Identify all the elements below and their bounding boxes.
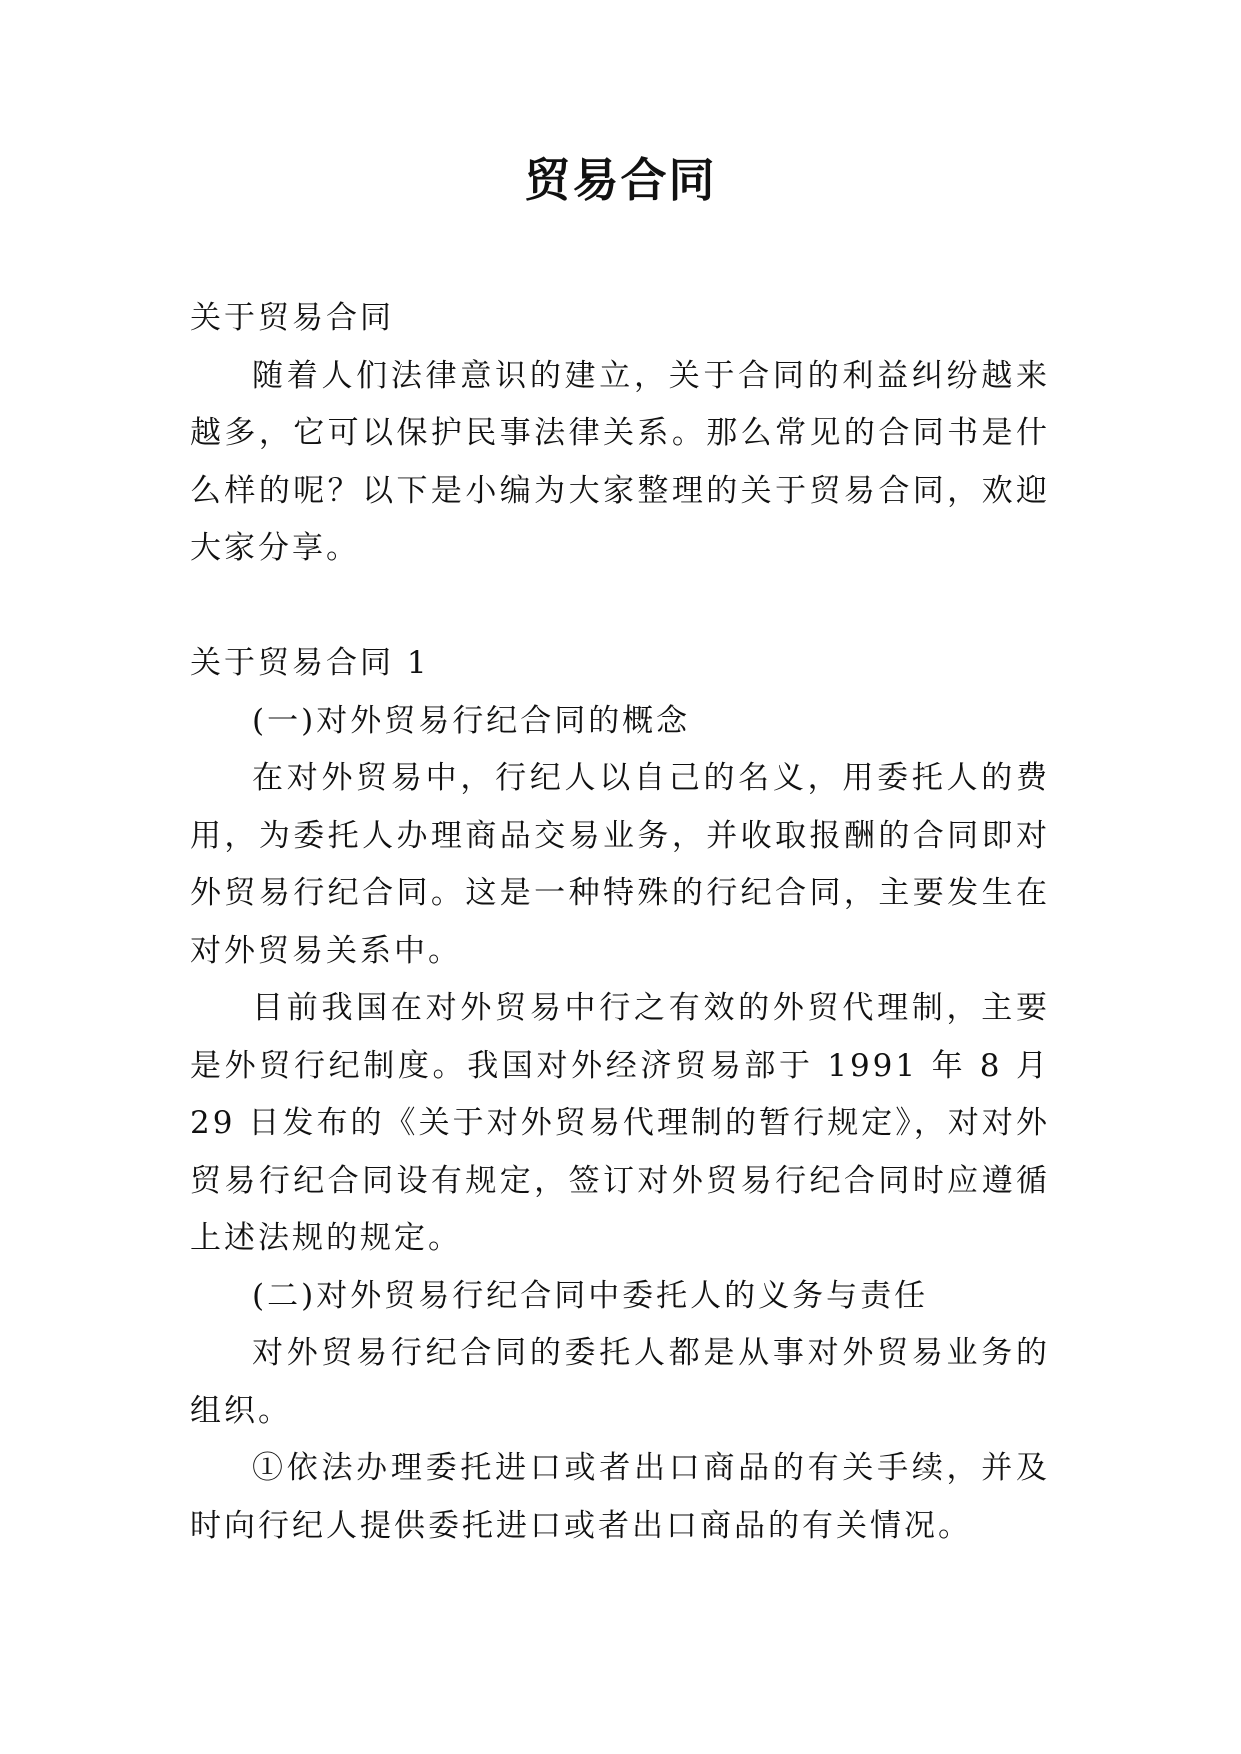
subheading-obligations: (二)对外贸易行纪合同中委托人的义务与责任 [252,1277,929,1314]
section1-heading: 关于贸易合同 1 [190,645,430,681]
paragraph-regulation: 目前我国在对外贸易中行之有效的外贸代理制，主要是外贸行纪制度。我国对外经济贸易部于 1991 年 8 月 29 日发布的《关于对外贸易代理制的暂行规定》，对对外贸易行纪合同设有规定，签订对外贸易行纪合同时应遵循上述法规的规定。 [190,990,1050,1256]
section-spacer [190,578,1050,636]
intro-paragraph: 随着人们法律意识的建立，关于合同的利益纠纷越来越多，它可以保护民事法律关系。那么常见的合同书是什么样的呢？以下是小编为大家整理的关于贸易合同，欢迎大家分享。 [190,357,1050,566]
paragraph-definition: 在对外贸易中，行纪人以自己的名义，用委托人的费用，为委托人办理商品交易业务，并收取报酬的合同即对外贸易行纪合同。这是一种特殊的行纪合同，主要发生在对外贸易关系中。 [190,760,1050,969]
paragraph-principal: 对外贸易行纪合同的委托人都是从事对外贸易业务的组织。 [190,1335,1050,1429]
paragraph-item-1: ①依法办理委托进口或者出口商品的有关手续，并及时向行纪人提供委托进口或者出口商品的有关情况。 [190,1450,1050,1544]
subheading-concept: (一)对外贸易行纪合同的概念 [252,702,691,739]
intro-heading: 关于贸易合同 [190,300,394,336]
document-body [190,290,1050,1555]
document-title: 贸易合同 [524,153,717,207]
